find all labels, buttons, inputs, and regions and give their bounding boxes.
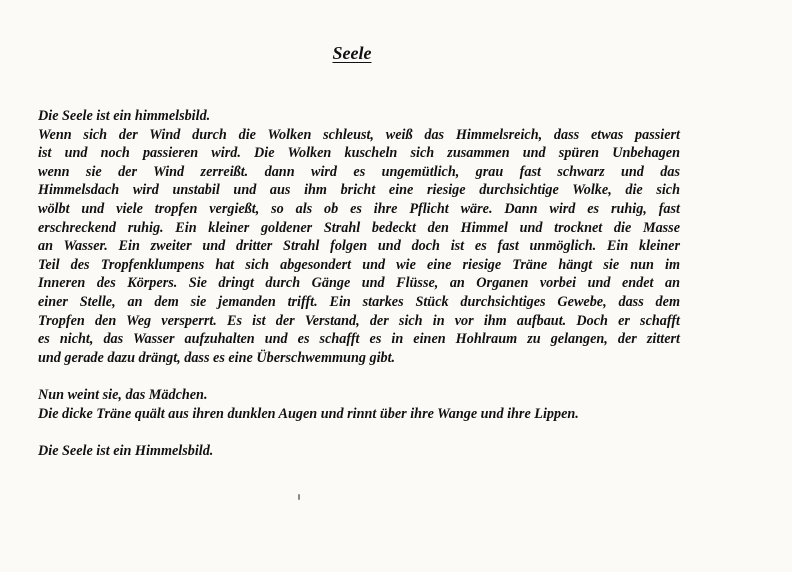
text-line: ist und noch passieren wird. Die Wolken kuscheln sich zusammen und spüren Unbehagen [38,145,680,162]
text-line: Die Seele ist ein Himmelsbild. [38,442,214,459]
text-line: erschreckend ruhig. Ein kleiner goldener Strahl bedeckt den Himmel und trocknet die Masse [38,219,680,236]
text-line: Die dicke Träne quält aus ihren dunklen Augen und rinnt über ihre Wange und ihre Lippen. [38,405,579,422]
text-line: Nun weint sie, das Mädchen. [38,386,208,403]
text-line: Die Seele ist ein himmelsbild. [38,108,211,124]
text-line: Wenn sich der Wind durch die Wolken schleust, weiß das Himmelsreich, dass etwas passiert [38,126,680,143]
text-line: wenn sie der Wind zerreißt. dann wird es ungemütlich, grau fast schwarz und das [38,163,680,180]
page-title: Seele [332,43,372,63]
text-line: und gerade dazu drängt, dass es eine Überschwemmung gibt. [38,349,396,366]
paragraph-gap [38,367,680,386]
text-line: Tropfen den Weg versperrt. Es ist der Verstand, der sich in vor ihm aufbaut. Doch er schafft [38,312,680,329]
text-line: wölbt und viele tropfen vergießt, so als ob es ihre Pflicht wäre. Dann wird es ruhig, fast [38,200,680,217]
text-line: Himmelsdach wird unstabil und aus ihm bricht eine riesige durchsichtige Wolke, die sich [38,182,680,199]
scan-speck [298,494,300,500]
paragraph-gap [38,423,680,442]
document-body [38,107,680,460]
text-line: Teil des Tropfenklumpens hat sich abgesondert und wie eine riesige Träne hängt sie nun im [38,256,680,273]
text-line: einer Stelle, an dem sie jemanden trifft. Ein starkes Stück durchsichtiges Gewebe, dass dem [38,293,680,310]
text-line: Inneren des Körpers. Sie dringt durch Gänge und Flüsse, an Organen vorbei und endet an [38,275,680,292]
text-line: an Wasser. Ein zweiter und dritter Strahl folgen und doch ist es fast unmöglich. Ein kleiner [38,238,680,255]
text-line: es nicht, das Wasser aufzuhalten und es schafft es in einen Hohlraum zu gelangen, der zittert [38,331,680,348]
